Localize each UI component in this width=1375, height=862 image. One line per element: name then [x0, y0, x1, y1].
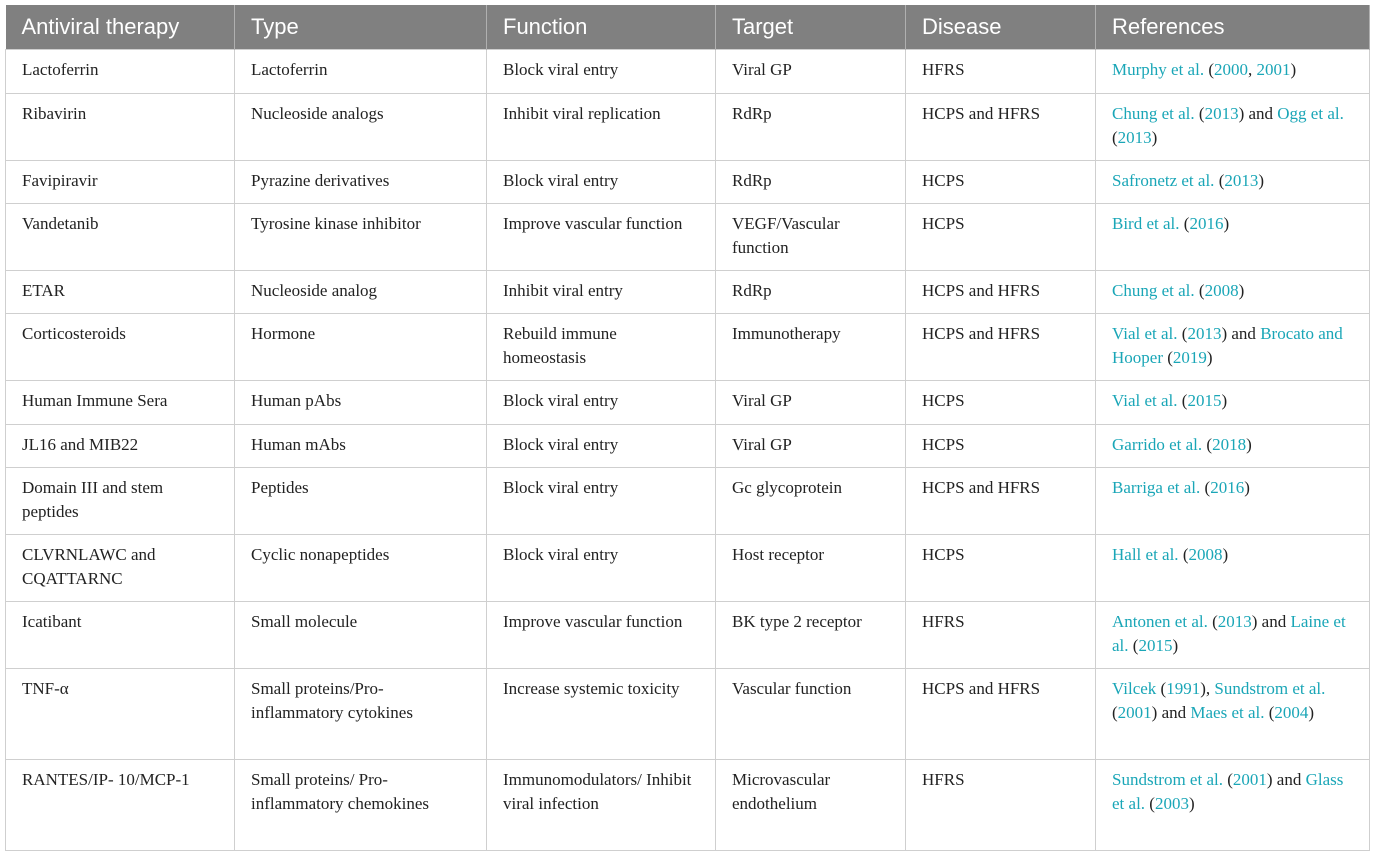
cell-function: Immunomodulators/ Inhibit viral infection [487, 759, 716, 850]
reference-text: ) [1244, 477, 1250, 497]
header-type: Type [235, 5, 487, 49]
cell-function: Block viral entry [487, 424, 716, 467]
table-row [6, 534, 1370, 601]
reference-text: ( [1177, 390, 1188, 410]
cell-target: RdRp [716, 270, 906, 313]
reference-text: ( [1200, 477, 1211, 497]
cell-therapy: Lactoferrin [6, 49, 235, 93]
header-disease: Disease [906, 5, 1096, 49]
cell-references [1096, 270, 1370, 313]
cell-target: Microvascular endothelium [716, 759, 906, 850]
cell-therapy: CLVRNLAWC and CQATTARNC [6, 534, 235, 601]
cell-function: Block viral entry [487, 467, 716, 534]
cell-target: Viral GP [716, 49, 906, 93]
cell-function: Inhibit viral replication [487, 93, 716, 160]
table-row [6, 380, 1370, 424]
cell-target: Host receptor [716, 534, 906, 601]
reference-text: ), [1200, 678, 1215, 698]
cell-references [1096, 601, 1370, 668]
table-body [6, 49, 1370, 850]
table-row [6, 424, 1370, 467]
cell-function: Improve vascular function [487, 601, 716, 668]
reference-link[interactable]: 2000 [1214, 59, 1248, 79]
reference-text: ) and [1238, 103, 1278, 123]
cell-references [1096, 424, 1370, 467]
reference-text: ) [1223, 213, 1230, 233]
cell-disease: HCPS [906, 203, 1096, 270]
cell-function: Block viral entry [487, 534, 716, 601]
reference-text: ( [1194, 280, 1205, 300]
table-row [6, 313, 1370, 380]
reference-link[interactable]: 2015 [1138, 635, 1173, 655]
cell-disease: HCPS [906, 534, 1096, 601]
cell-target: VEGF/Vascular function [716, 203, 906, 270]
reference-link[interactable]: 2013 [1224, 170, 1259, 190]
reference-text: ) [1188, 793, 1195, 813]
cell-target: Immunotherapy [716, 313, 906, 380]
cell-therapy: JL16 and MIB22 [6, 424, 235, 467]
cell-function: Block viral entry [487, 49, 716, 93]
reference-link[interactable]: Vial et al. [1112, 323, 1178, 343]
cell-type: Human mAbs [235, 424, 487, 467]
table-row [6, 467, 1370, 534]
cell-disease: HFRS [906, 49, 1096, 93]
cell-target: RdRp [716, 160, 906, 203]
reference-link[interactable]: 2001 [1232, 769, 1267, 789]
cell-therapy: RANTES/IP- 10/MCP-1 [6, 759, 235, 850]
cell-references [1096, 203, 1370, 270]
reference-link[interactable]: 2019 [1172, 347, 1207, 367]
cell-function: Rebuild immune homeostasis [487, 313, 716, 380]
header-references: References [1096, 5, 1370, 49]
antiviral-therapy-table-container [5, 5, 1369, 851]
reference-link[interactable]: 2013 [1204, 103, 1239, 123]
cell-therapy: ETAR [6, 270, 235, 313]
cell-disease: HCPS and HFRS [906, 668, 1096, 759]
reference-link[interactable]: Antonen et al. [1112, 611, 1208, 631]
cell-type: Nucleoside analogs [235, 93, 487, 160]
antiviral-therapy-table [5, 5, 1370, 851]
cell-target: Vascular function [716, 668, 906, 759]
table-row [6, 49, 1370, 93]
cell-disease: HCPS and HFRS [906, 467, 1096, 534]
reference-text: ) [1308, 702, 1315, 722]
cell-therapy: Icatibant [6, 601, 235, 668]
reference-text: ( [1178, 544, 1189, 564]
table-row [6, 93, 1370, 160]
cell-therapy: Human Immune Sera [6, 380, 235, 424]
reference-link[interactable]: 2013 [1117, 127, 1152, 147]
reference-text: ( [1128, 635, 1139, 655]
cell-type: Peptides [235, 467, 487, 534]
reference-link[interactable]: 2001 [1256, 59, 1291, 79]
cell-references [1096, 534, 1370, 601]
cell-disease: HCPS [906, 160, 1096, 203]
reference-link[interactable]: 2001 [1117, 702, 1152, 722]
cell-target: Viral GP [716, 424, 906, 467]
reference-text: ) [1258, 170, 1265, 190]
reference-text: ) [1290, 59, 1297, 79]
cell-function: Block viral entry [487, 160, 716, 203]
reference-text: ( [1194, 103, 1205, 123]
cell-target: BK type 2 receptor [716, 601, 906, 668]
reference-text: ) and [1251, 611, 1291, 631]
reference-text: ) [1151, 127, 1158, 147]
header-antiviral-therapy: Antiviral therapy [6, 5, 235, 49]
reference-text: ) [1246, 434, 1252, 454]
reference-link[interactable]: 2016 [1210, 477, 1245, 497]
reference-link[interactable]: Brocato and Hooper [1112, 323, 1343, 367]
cell-references [1096, 467, 1370, 534]
cell-function: Increase systemic toxicity [487, 668, 716, 759]
reference-link[interactable]: 2016 [1189, 213, 1224, 233]
reference-text: ( [1145, 793, 1155, 813]
reference-text: ( [1202, 434, 1213, 454]
cell-type: Lactoferrin [235, 49, 487, 93]
reference-link[interactable]: Maes et al. [1190, 702, 1265, 722]
cell-type: Small proteins/Pro-inflammatory cytokines [235, 668, 487, 759]
cell-type: Hormone [235, 313, 487, 380]
cell-target: Viral GP [716, 380, 906, 424]
reference-text: ( [1156, 678, 1167, 698]
cell-disease: HFRS [906, 601, 1096, 668]
reference-text: , [1248, 59, 1257, 79]
reference-text: ) and [1151, 702, 1191, 722]
cell-type: Tyrosine kinase inhibitor [235, 203, 487, 270]
reference-text: ( [1112, 702, 1118, 722]
reference-link[interactable]: 2003 [1154, 793, 1189, 813]
cell-type: Nucleoside analog [235, 270, 487, 313]
cell-function: Inhibit viral entry [487, 270, 716, 313]
cell-target: Gc glycoprotein [716, 467, 906, 534]
reference-link[interactable]: Chung et al. [1112, 103, 1195, 123]
cell-references [1096, 668, 1370, 759]
table-row [6, 160, 1370, 203]
reference-link[interactable]: Chung et al. [1112, 280, 1195, 300]
table-row [6, 759, 1370, 850]
cell-therapy: Corticosteroids [6, 313, 235, 380]
reference-link[interactable]: 2015 [1187, 390, 1222, 410]
cell-references [1096, 759, 1370, 850]
cell-type: Cyclic nonapeptides [235, 534, 487, 601]
reference-text: ( [1179, 213, 1190, 233]
reference-link[interactable]: 2018 [1212, 434, 1247, 454]
reference-link[interactable]: 2013 [1187, 323, 1222, 343]
reference-link[interactable]: Safronetz et al. [1112, 170, 1215, 190]
table-header-row [6, 5, 1370, 49]
reference-text: ( [1162, 347, 1173, 367]
reference-link[interactable]: Murphy et al. [1112, 59, 1205, 79]
table-row [6, 601, 1370, 668]
reference-link[interactable]: Sundstrom et al. [1112, 769, 1223, 789]
reference-text: ( [1207, 611, 1218, 631]
reference-link[interactable]: Vial et al. [1112, 390, 1178, 410]
table-row [6, 270, 1370, 313]
cell-therapy: Domain III and stem peptides [6, 467, 235, 534]
cell-references [1096, 93, 1370, 160]
reference-text: ) [1206, 347, 1213, 367]
cell-disease: HCPS and HFRS [906, 93, 1096, 160]
reference-link[interactable]: Hall et al. [1112, 544, 1179, 564]
reference-link[interactable]: 2013 [1217, 611, 1252, 631]
cell-target: RdRp [716, 93, 906, 160]
reference-text: ) [1221, 390, 1228, 410]
reference-link[interactable]: Glass et al. [1112, 769, 1344, 813]
reference-text: ) and [1266, 769, 1306, 789]
reference-link[interactable]: Garrido et al. [1112, 434, 1203, 454]
reference-link[interactable]: 2004 [1274, 702, 1309, 722]
reference-link[interactable]: Laine et al. [1112, 611, 1346, 655]
cell-therapy: Vandetanib [6, 203, 235, 270]
reference-text: ( [1177, 323, 1188, 343]
reference-text: ) [1222, 544, 1229, 564]
reference-link[interactable]: Vilcek [1112, 678, 1157, 698]
reference-text: ( [1112, 127, 1118, 147]
cell-disease: HCPS and HFRS [906, 270, 1096, 313]
cell-disease: HCPS and HFRS [906, 313, 1096, 380]
reference-text: ( [1214, 170, 1225, 190]
cell-disease: HFRS [906, 759, 1096, 850]
cell-references [1096, 49, 1370, 93]
table-row [6, 668, 1370, 759]
reference-link[interactable]: Bird et al. [1112, 213, 1180, 233]
cell-disease: HCPS [906, 380, 1096, 424]
cell-type: Pyrazine derivatives [235, 160, 487, 203]
reference-text: ) [1238, 280, 1245, 300]
cell-type: Small proteins/ Pro-inflammatory chemokines [235, 759, 487, 850]
reference-text: ( [1264, 702, 1275, 722]
reference-link[interactable]: 1991 [1166, 678, 1201, 698]
cell-references [1096, 380, 1370, 424]
reference-text: ( [1204, 59, 1214, 79]
reference-text: ) [1172, 635, 1179, 655]
reference-link[interactable]: Ogg et al. [1277, 103, 1344, 123]
header-function: Function [487, 5, 716, 49]
reference-link[interactable]: Sundstrom et al. [1214, 678, 1326, 698]
cell-references [1096, 313, 1370, 380]
cell-function: Improve vascular function [487, 203, 716, 270]
reference-text: ) and [1221, 323, 1261, 343]
reference-link[interactable]: 2008 [1204, 280, 1239, 300]
cell-function: Block viral entry [487, 380, 716, 424]
reference-text: ( [1222, 769, 1233, 789]
header-target: Target [716, 5, 906, 49]
cell-type: Human pAbs [235, 380, 487, 424]
cell-references [1096, 160, 1370, 203]
cell-therapy: TNF-α [6, 668, 235, 759]
reference-link[interactable]: Barriga et al. [1112, 477, 1201, 497]
cell-therapy: Ribavirin [6, 93, 235, 160]
cell-therapy: Favipiravir [6, 160, 235, 203]
cell-disease: HCPS [906, 424, 1096, 467]
reference-link[interactable]: 2008 [1188, 544, 1223, 564]
cell-type: Small molecule [235, 601, 487, 668]
table-row [6, 203, 1370, 270]
